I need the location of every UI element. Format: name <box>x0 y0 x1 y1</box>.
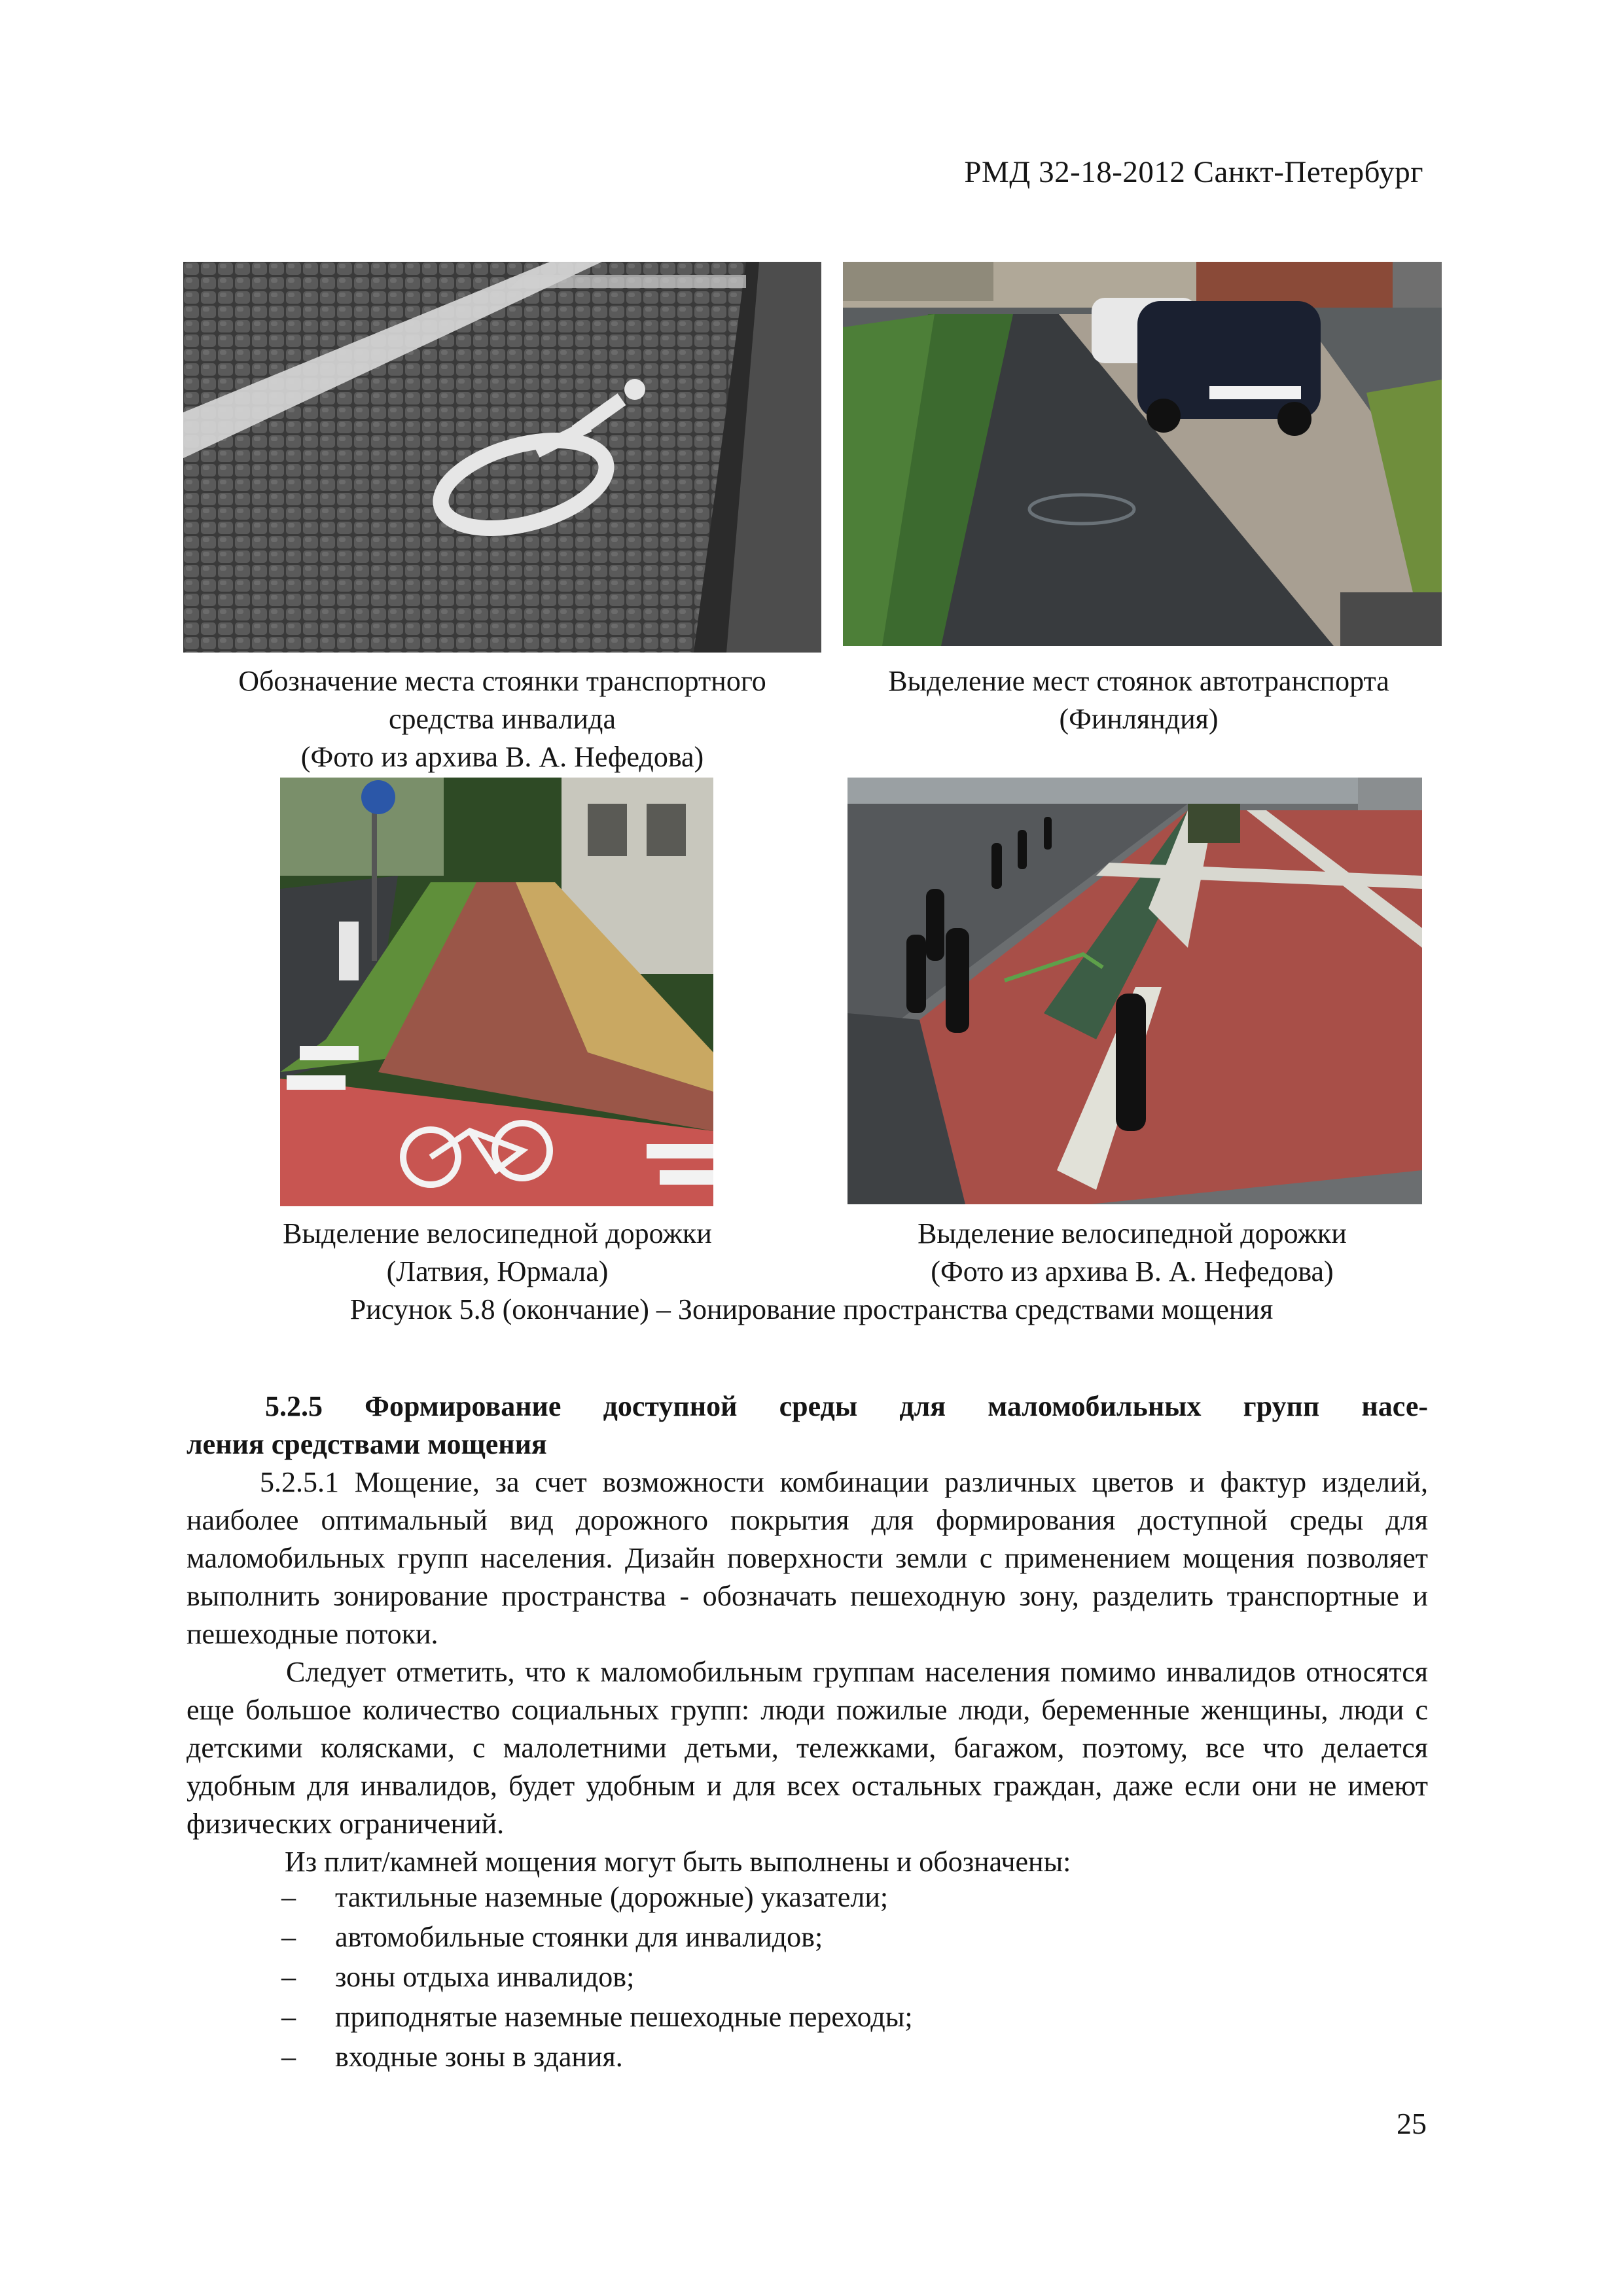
list-dash: – <box>281 2001 296 2033</box>
list-item <box>281 1917 913 1957</box>
list-item-text: входные зоны в здания. <box>335 2041 623 2073</box>
list-dash: – <box>281 1881 296 1913</box>
caption-line: (Фото из архива В. А. Нефедова) <box>931 1255 1334 1287</box>
figure-caption-1 <box>183 662 821 776</box>
section-heading-continuation: ления средствами мощения <box>187 1428 547 1460</box>
list-dash: – <box>281 1921 296 1953</box>
paragraph-2: Следует отметить, что к маломобильным группам населения помимо инвалидов относятся еще большое количество социальных групп: люди пожилые люди, беременные женщины, люди с детскими колясками, с малолетними детьми, тележками, багажом, поэтому, все что делается удобным для инвалидов, будет удобным и для всех остальных граждан, даже если они не имеют физических ограничений. <box>187 1656 1428 1840</box>
list-item <box>281 1997 913 2037</box>
caption-line: (Финляндия) <box>1059 703 1219 735</box>
caption-line: Выделение велосипедной дорожки <box>918 1217 1347 1249</box>
list-item-text: автомобильные стоянки для инвалидов; <box>335 1921 823 1953</box>
figure-caption-3 <box>216 1215 779 1291</box>
caption-line: Выделение мест стоянок автотранспорта <box>888 665 1389 697</box>
list-item <box>281 2037 913 2077</box>
paragraph-3: Из плит/камней мощения могут быть выполнены и обозначены: <box>285 1846 1071 1878</box>
page-number: 25 <box>1397 2107 1427 2140</box>
bike-lane-bollards-photo <box>847 778 1422 1204</box>
list-dash: – <box>281 2041 296 2073</box>
caption-line: Обозначение места стоянки транспортного <box>238 665 766 697</box>
paragraph-1: 5.2.5.1 Мощение, за счет возможности комбинации различных цветов и фактур изделий, наиболее оптимальный вид дорожного покрытия для формирования доступной среды для маломобильных групп населения. Дизайн поверхности земли с применением мощения позволяет выполнить зонирование пространства - обозначать пешеходную зону, разделить транспортные и пешеходные потоки. <box>187 1466 1428 1650</box>
list-item-text: тактильные наземные (дорожные) указатели; <box>335 1881 889 1913</box>
section-heading: 5.2.5 Формирование доступной среды для маломобильных групп насе- <box>265 1390 1428 1422</box>
list-item <box>281 1957 913 1997</box>
page-header: РМД 32-18-2012 Санкт-Петербург <box>964 155 1423 189</box>
parking-lane-photo <box>843 262 1442 646</box>
figure-title: Рисунок 5.8 (окончание) – Зонирование пространства средствами мощения <box>349 1293 1274 1325</box>
caption-line: средства инвалида <box>389 703 616 735</box>
list-item-text: зоны отдыха инвалидов; <box>335 1961 635 1993</box>
caption-line: Выделение велосипедной дорожки <box>283 1217 712 1249</box>
list-item-text: приподнятые наземные пешеходные переходы; <box>335 2001 913 2033</box>
bike-lane-photo <box>280 778 713 1206</box>
figure-caption-2 <box>825 662 1453 738</box>
pavement-uses-list <box>281 1877 913 2077</box>
caption-line: (Фото из архива В. А. Нефедова) <box>300 741 704 773</box>
list-dash: – <box>281 1961 296 1993</box>
figure-caption-4 <box>838 1215 1427 1291</box>
list-item <box>281 1877 913 1917</box>
caption-line: (Латвия, Юрмала) <box>386 1255 609 1287</box>
wheelchair-parking-photo <box>183 262 821 653</box>
